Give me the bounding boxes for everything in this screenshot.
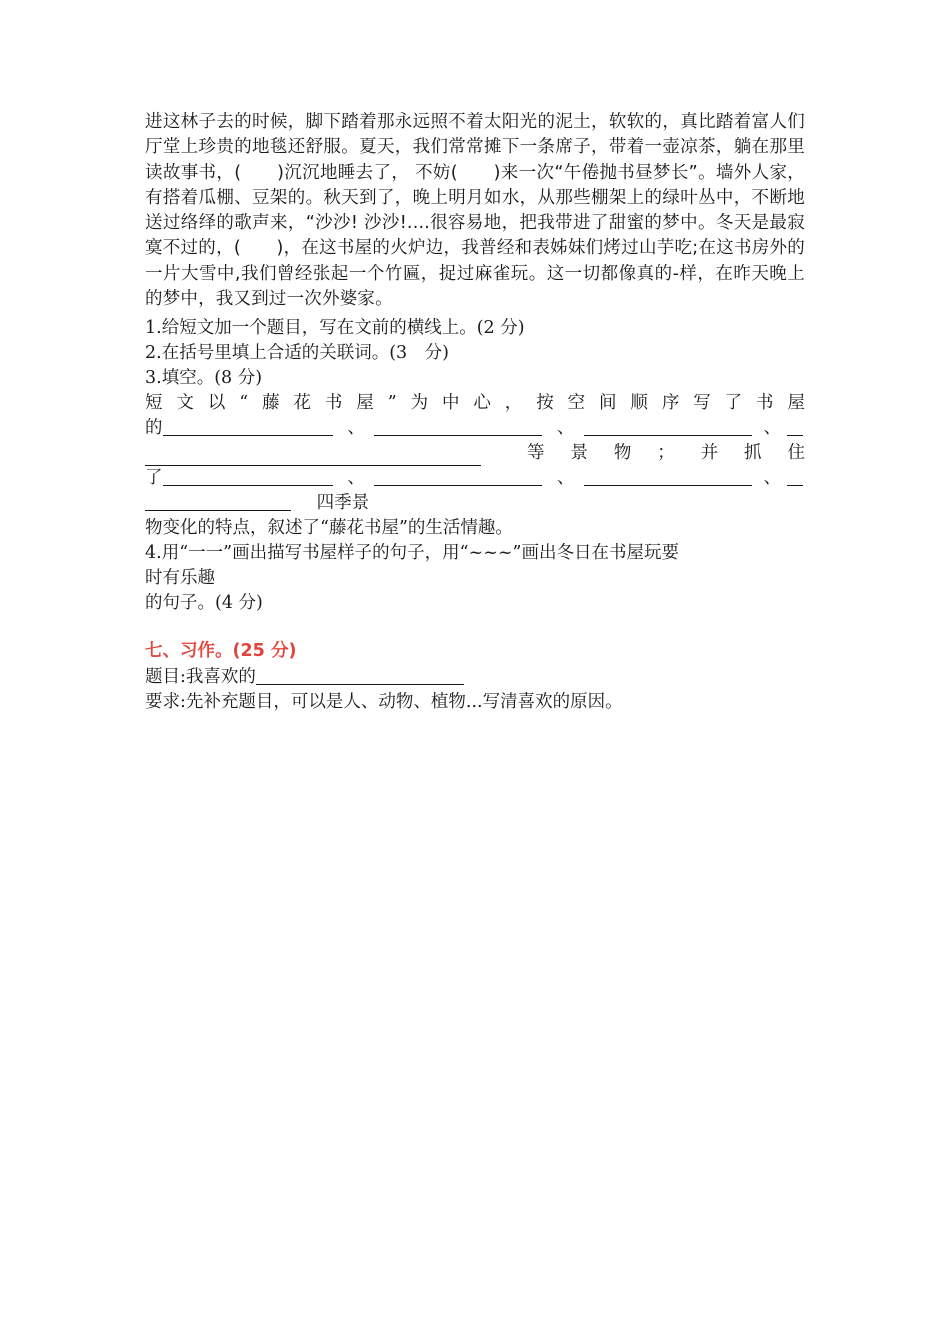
q3-line-1-char: 短 bbox=[145, 393, 163, 413]
q3-line-1-char: 中 bbox=[441, 393, 460, 413]
q3-line-3-char: 住 bbox=[787, 443, 805, 463]
question-4-line-2: 时有乐趣 bbox=[145, 568, 215, 588]
q3-line-1-char: 序 bbox=[661, 393, 680, 413]
q3-line-1-char: ， bbox=[504, 393, 523, 413]
q3-line-1-char: 屋 bbox=[356, 393, 374, 413]
q3-line-3-char: 物 bbox=[613, 443, 632, 463]
blank-line[interactable] bbox=[374, 417, 542, 436]
q3-line-1-char: 文 bbox=[176, 393, 194, 413]
q3-line-1-char: 按 bbox=[536, 393, 554, 413]
q3-dun-1: 、 bbox=[347, 418, 365, 438]
composition-title-label: 题目:我喜欢的 bbox=[145, 667, 256, 687]
q3-dun-2: 、 bbox=[556, 418, 575, 438]
question-3-line-2 bbox=[145, 416, 805, 441]
q3-line-1-char: 心 bbox=[473, 393, 491, 413]
q3-line-1-char: 了 bbox=[724, 393, 743, 413]
blank-line[interactable] bbox=[584, 467, 752, 486]
q3-line-1-char: 空 bbox=[567, 393, 586, 413]
blank-line[interactable] bbox=[145, 447, 481, 466]
q3-line-1-char: 间 bbox=[599, 393, 617, 413]
q3-line-1-char: 藤 bbox=[262, 393, 280, 413]
title-blank-line[interactable] bbox=[256, 666, 464, 685]
q3-four-seasons: 四季景 bbox=[316, 493, 370, 513]
blank-line[interactable] bbox=[145, 492, 291, 511]
question-3-line-1 bbox=[145, 391, 805, 416]
composition-title-line bbox=[145, 665, 805, 690]
q3-line-1-char: 屋 bbox=[787, 393, 805, 413]
question-4-line-3: 的句子。(4 分) bbox=[145, 593, 263, 613]
q3-dun-5: 、 bbox=[556, 468, 575, 488]
question-4-line-1: 4.用“一一”画出描写书屋样子的句子，用“~~~”画出冬日在书屋玩要 bbox=[145, 543, 679, 563]
q3-line-1-char: 顺 bbox=[630, 393, 648, 413]
q3-line-1-char: 为 bbox=[410, 393, 429, 413]
q3-line-1-char: 写 bbox=[693, 393, 711, 413]
question-1: 1.给短文加一个题目，写在文前的横线上。(2 分) bbox=[145, 318, 525, 338]
q3-line-3-text bbox=[481, 441, 805, 466]
q3-de: 的 bbox=[145, 418, 163, 438]
question-3: 3.填空。(8 分) bbox=[145, 368, 263, 388]
question-3-line-4 bbox=[145, 466, 805, 491]
section-7-heading: 七、习作。(25 分) bbox=[145, 641, 297, 661]
passage-text: 进这林子去的时候，脚下踏着那永远照不着太阳光的泥土，软软的，真比踏着富人们厅堂上珍贵的地毯还舒服。夏天，我们常常摊下一条席子，带着一壶凉茶，躺在那里读故事书，( )沉沉地睡去了， 不妨( )来一次“午倦抛书昼梦长”。墙外人家，有搭着瓜棚、豆架的。秋天到了，晚上明月如水，从那些棚架上的绿叶丛中，不断地送过络绎的歌声来，“沙沙! 沙沙!....很容易地，把我带进了甜蜜的梦中。冬天是最寂寞不过的，( )，在这书屋的火炉边，我普经和表姊妹们烤过山芋吃;在这书房外的一片大雪中,我们曾经张起一个竹匾，捉过麻雀玩。这一切都像真的-样，在昨天晚上的梦中，我又到过一次外婆家。 bbox=[145, 112, 805, 310]
blank-line[interactable] bbox=[584, 417, 752, 436]
q3-line-1-char: ” bbox=[387, 393, 397, 413]
q3-line-1-char: 书 bbox=[756, 393, 774, 413]
q3-line-3-char: 抓 bbox=[744, 443, 762, 463]
q3-le: 了 bbox=[145, 468, 163, 488]
q3-dun-3: 、 bbox=[763, 418, 781, 438]
q3-line-3-char: 并 bbox=[700, 443, 719, 463]
blank-line[interactable] bbox=[163, 417, 333, 436]
q3-dun-6: 、 bbox=[763, 468, 781, 488]
blank-line[interactable] bbox=[787, 417, 803, 436]
composition-requirement: 要求:先补充题目，可以是人、动物、植物...写清喜欢的原因。 bbox=[145, 692, 623, 712]
q3-dun-4: 、 bbox=[347, 468, 365, 488]
blank-line[interactable] bbox=[163, 467, 333, 486]
q3-line-3-char: 等 bbox=[527, 443, 545, 463]
question-3-line-5 bbox=[145, 491, 805, 516]
blank-line[interactable] bbox=[787, 467, 803, 486]
question-3-line-3 bbox=[145, 441, 805, 466]
blank-line[interactable] bbox=[374, 467, 542, 486]
q3-line-3-char: ； bbox=[657, 443, 675, 463]
q3-line-1-char: 花 bbox=[293, 393, 311, 413]
question-2: 2.在括号里填上合适的关联词。(3 分) bbox=[145, 343, 449, 363]
q3-line-1-char: 以 bbox=[207, 393, 226, 413]
q3-line-3-char: 景 bbox=[570, 443, 588, 463]
q3-line-1-char: 书 bbox=[324, 393, 343, 413]
reading-passage bbox=[145, 110, 805, 312]
question-3-end: 物变化的特点，叙述了“藤花书屋”的生活情趣。 bbox=[145, 518, 513, 538]
q3-line-1-char: “ bbox=[239, 393, 249, 413]
